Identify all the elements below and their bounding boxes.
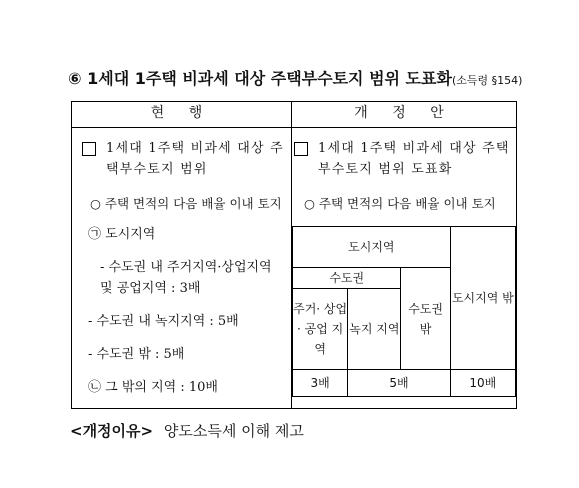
proposed-circle-text: 주택 면적의 다음 배율 이내 토지	[318, 196, 496, 211]
current-sub2-label: ㉡ 그 밖의 지역 : 10배	[88, 380, 218, 395]
checkbox-square-icon	[82, 142, 96, 156]
grid-green: 녹지 지역	[348, 289, 401, 370]
current-circle-line	[90, 194, 287, 212]
proposed-item	[294, 138, 516, 180]
circle-bullet-icon: ○	[90, 196, 105, 211]
current-line-3: - 수도권 밖 : 5배	[88, 347, 185, 362]
current-line-2: - 수도권 내 녹지지역 : 5배	[88, 314, 239, 329]
section-title	[68, 66, 522, 89]
grid-non-urban: 도시지역 밖	[450, 227, 515, 370]
proposed-column	[292, 128, 517, 409]
revision-reason	[70, 420, 304, 441]
proposed-circle-line	[304, 194, 516, 212]
header-proposed: 개 정 안	[292, 102, 517, 128]
revision-reason-text: 양도소득세 이해 제고	[163, 422, 304, 440]
grid-value-10: 10배	[450, 370, 515, 397]
comparison-table	[71, 101, 517, 409]
grid-urban: 도시지역	[293, 227, 451, 268]
revision-reason-label: <개정이유>	[70, 422, 154, 440]
circle-bullet-icon: ○	[304, 196, 319, 211]
proposed-item-title: 1세대 1주택 비과세 대상 주택부수토지 범위 도표화	[318, 141, 510, 177]
ratio-grid	[292, 226, 516, 397]
current-line-1: - 수도권 내 주거지역·상업지역 및 공업지역 : 3배	[100, 260, 272, 296]
grid-value-5: 5배	[348, 370, 450, 397]
grid-outside-capital: 수도권 밖	[401, 268, 450, 370]
current-item-title: 1세대 1주택 비과세 대상 주택부수토지 범위	[106, 141, 284, 177]
current-sub1-label: ㉠ 도시지역	[88, 227, 156, 242]
grid-capital: 수도권	[293, 268, 401, 289]
current-item	[82, 138, 287, 180]
section-title-main: ⑥ 1세대 1주택 비과세 대상 주택부수토지 범위 도표화	[68, 69, 452, 88]
checkbox-square-icon	[294, 142, 308, 156]
current-circle-text: 주택 면적의 다음 배율 이내 토지	[104, 196, 282, 211]
section-title-reference: (소득령 §154)	[451, 74, 523, 87]
grid-value-3: 3배	[293, 370, 348, 397]
grid-residential: 주거· 상업· 공업 지역	[293, 289, 348, 370]
current-column	[72, 128, 292, 409]
header-current: 현 행	[72, 102, 292, 128]
